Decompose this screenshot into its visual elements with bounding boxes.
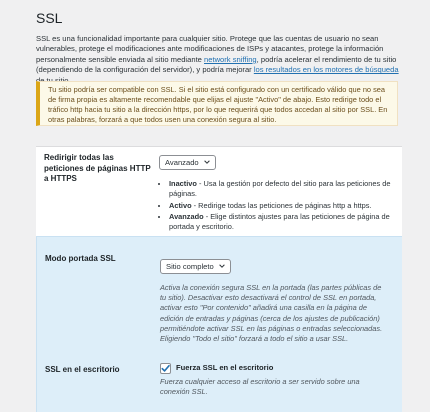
- frontend-select-value: Sitio completo: [166, 262, 214, 271]
- option-text: - Elige distintos ajustes para las peticiones de página de portada y escritorio.: [169, 212, 390, 231]
- ssl-compatibility-notice: Tu sitio podría ser compatible con SSL. Si el sitio está configurado con un certificado válido que no sea de firma propia es altamente recomendable que elijas el ajuste "Activo" de abajo. Esto redirige todo el tráfico http hacia tu sitio a la dirección https, por lo que requerirá que todos accedan al sitio por SSL. En otras palabras, forzará a que todos usen una conexión segura al sitio.: [36, 81, 398, 126]
- force-ssl-admin-label[interactable]: Fuerza SSL en el escritorio: [176, 363, 274, 372]
- frontend-setting-row: [36, 236, 402, 350]
- chevron-down-icon: [218, 262, 226, 270]
- redirect-setting-row: [36, 146, 402, 236]
- redirect-select[interactable]: [159, 155, 216, 170]
- force-ssl-admin-checkbox[interactable]: [160, 363, 171, 374]
- admin-setting-row: [36, 350, 402, 412]
- option-text: - Redirige todas las peticiones de páginas http a https.: [191, 200, 372, 210]
- frontend-label: Modo portada SSL: [45, 254, 116, 263]
- frontend-select[interactable]: [160, 259, 231, 274]
- list-item: [169, 179, 405, 199]
- frontend-description: Activa la conexión segura SSL en la portada (las partes públicas de tu sitio). Desactivar esto desactivará el control de SSL en portada, activar esto "Por contenido" añadirá una casilla en la página de edición de entradas y páginas (cerca de los ajustes de publicación) permitiéndote activar SSL en las páginas o entradas seleccionadas. Eligiendo "Todo el sitio" forzará a todo el sitio a usar SSL.: [160, 283, 383, 344]
- option-term: Avanzado: [169, 212, 204, 221]
- admin-label: SSL en el escritorio: [45, 365, 120, 374]
- checkmark-icon: [160, 363, 171, 374]
- redirect-select-value: Avanzado: [165, 158, 199, 167]
- option-term: Inactivo: [169, 179, 197, 188]
- list-item: [169, 212, 405, 232]
- intro-text-2: , podría acelerar el rendimiento de tu sitio (dependiendo de la configuración del servidor), y podría mejorar: [36, 54, 397, 75]
- search-results-link[interactable]: los resultados en los motores de búsqueda: [253, 65, 399, 75]
- redirect-label: Redirigir todas las peticiones de páginas HTTP a HTTPS: [44, 153, 151, 183]
- option-text: - Usa la gestión por defecto del sitio para las peticiones de páginas.: [169, 179, 391, 198]
- network-sniffing-link[interactable]: network sniffing: [204, 54, 257, 64]
- option-term: Activo: [169, 200, 192, 210]
- admin-description: Fuerza cualquier acceso al escritorio a ser servido sobre una conexión SSL.: [160, 377, 360, 397]
- page-title: SSL: [36, 10, 63, 26]
- chevron-down-icon: [203, 158, 211, 166]
- intro-text-1: SSL es una funcionalidad importante para cualquier sitio. Protege que las cuentas de usuario no sean vulnerables, protege el modificaciones ante modificaciones de ISPs y atacantes, protege la información personalmente sensible enviada al sitio mediante: [36, 34, 384, 64]
- intro-paragraph: [36, 34, 406, 86]
- redirect-options-list: [157, 179, 405, 234]
- list-item: [169, 201, 405, 211]
